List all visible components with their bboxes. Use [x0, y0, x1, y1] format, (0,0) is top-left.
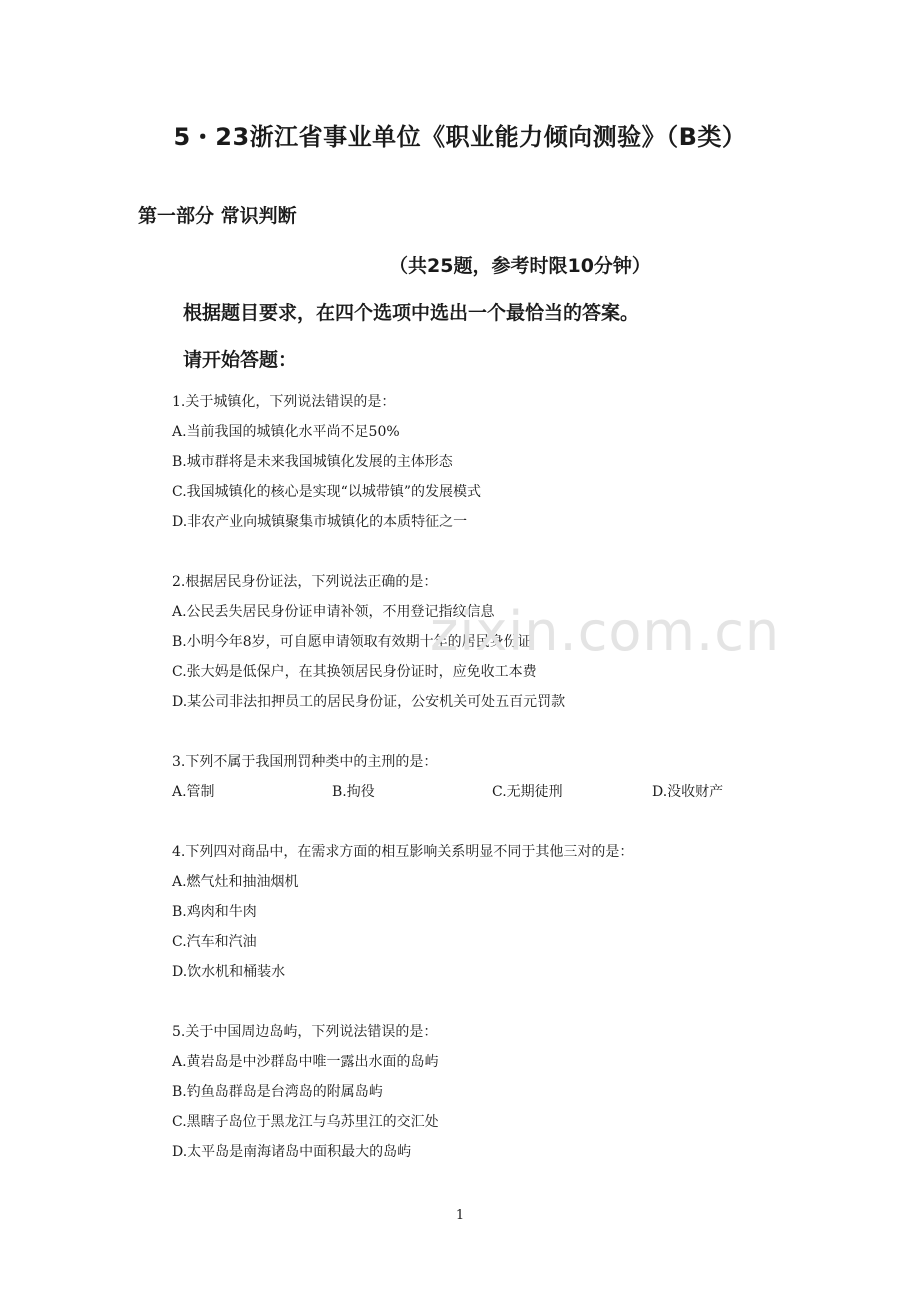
question-2	[172, 567, 812, 717]
option-d: D.某公司非法扣押员工的居民身份证，公安机关可处五百元罚款	[172, 694, 566, 710]
option-row	[172, 777, 812, 807]
question-4	[172, 837, 812, 987]
question-stem: 1.关于城镇化，下列说法错误的是：	[172, 394, 396, 410]
option-c: C.无期徒刑	[492, 784, 563, 800]
question-stem: 4.下列四对商品中，在需求方面的相互影响关系明显不同于其他三对的是：	[172, 844, 634, 860]
option-b: B.小明今年8岁，可自愿申请领取有效期十年的居民身份证	[172, 634, 532, 650]
document-title: 5・23浙江省事业单位《职业能力倾向测验》（B类）	[173, 123, 747, 151]
option-d: D.非农产业向城镇聚集市城镇化的本质特征之一	[172, 514, 468, 530]
option-b: B.钓鱼岛群岛是台湾岛的附属岛屿	[172, 1084, 383, 1100]
option-b: B.城市群将是未来我国城镇化发展的主体形态	[172, 454, 453, 470]
option-d: D.没收财产	[652, 784, 724, 800]
page-number: 1	[455, 1208, 465, 1223]
question-stem: 2.根据居民身份证法，下列说法正确的是：	[172, 574, 438, 590]
option-d: D.饮水机和桶装水	[172, 964, 286, 980]
question-5	[172, 1017, 812, 1167]
option-c: C.我国城镇化的核心是实现“以城带镇”的发展模式	[172, 484, 481, 500]
question-1	[172, 387, 812, 537]
option-c: C.汽车和汽油	[172, 934, 257, 950]
part-heading: 第一部分 常识判断	[138, 205, 297, 227]
instruction-text: 根据题目要求，在四个选项中选出一个最恰当的答案。	[183, 302, 640, 324]
option-a: A.黄岩岛是中沙群岛中唯一露出水面的岛屿	[172, 1054, 439, 1070]
section-subtitle: （共25题，参考时限10分钟）	[389, 255, 651, 277]
option-b: B.拘役	[332, 784, 375, 800]
option-c: C.黑瞎子岛位于黑龙江与乌苏里江的交汇处	[172, 1114, 439, 1130]
watermark: zixin.com.cn	[430, 600, 781, 663]
question-stem: 3.下列不属于我国刑罚种类中的主刑的是：	[172, 754, 438, 770]
option-b: B.鸡肉和牛肉	[172, 904, 257, 920]
option-c: C.张大妈是低保户，在其换领居民身份证时，应免收工本费	[172, 664, 537, 680]
option-a: A.管制	[172, 784, 215, 800]
start-prompt: 请开始答题：	[183, 349, 298, 371]
question-list	[172, 387, 812, 1197]
question-stem: 5.关于中国周边岛屿，下列说法错误的是：	[172, 1024, 438, 1040]
option-d: D.太平岛是南海诸岛中面积最大的岛屿	[172, 1144, 412, 1160]
option-a: A.公民丢失居民身份证申请补领，不用登记指纹信息	[172, 604, 495, 620]
option-a: A.当前我国的城镇化水平尚不足50%	[172, 424, 400, 440]
question-3	[172, 747, 812, 807]
option-a: A.燃气灶和抽油烟机	[172, 874, 299, 890]
